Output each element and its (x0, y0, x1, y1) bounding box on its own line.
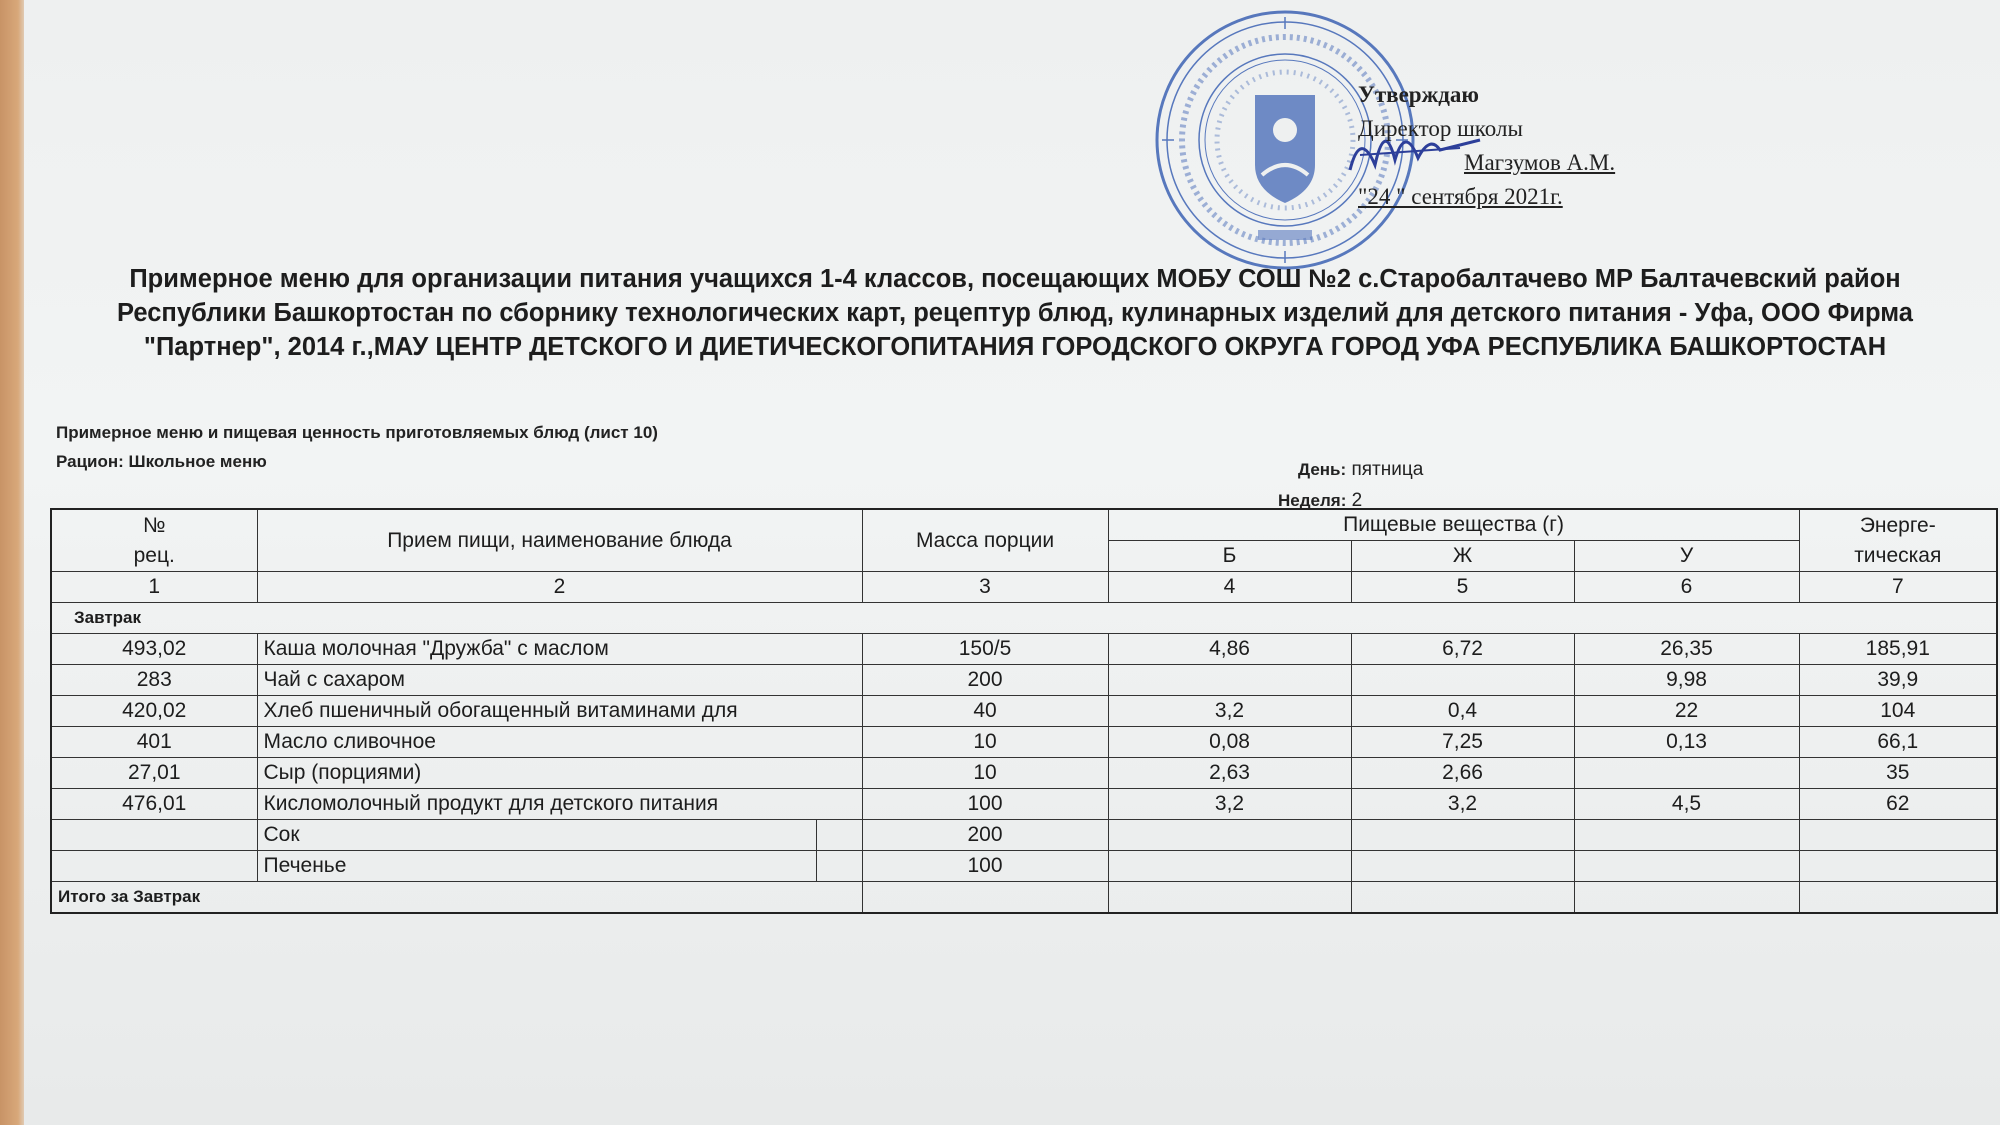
b-cell (1108, 820, 1351, 851)
u-cell (1574, 851, 1799, 882)
header-energy (1799, 509, 1997, 572)
zh-cell: 7,25 (1351, 727, 1574, 758)
rec-cell: 283 (51, 665, 257, 696)
rec-cell: 401 (51, 727, 257, 758)
table-row (51, 665, 1997, 696)
b-cell: 4,86 (1108, 634, 1351, 665)
total-row (51, 882, 1997, 914)
rec-cell (51, 851, 257, 882)
column-number-row (51, 572, 1997, 603)
u-cell (1574, 820, 1799, 851)
approval-title: Утверждаю (1358, 82, 1479, 107)
col-number: 2 (257, 572, 862, 603)
energy-cell: 66,1 (1799, 727, 1997, 758)
header-b: Б (1108, 541, 1351, 572)
energy-cell (1799, 820, 1997, 851)
header-mass: Масса порции (862, 509, 1108, 572)
energy-cell: 62 (1799, 789, 1997, 820)
mass-cell: 150/5 (862, 634, 1108, 665)
energy-cell (1799, 851, 1997, 882)
total-zh-cell (1351, 882, 1574, 914)
zh-cell (1351, 665, 1574, 696)
section-breakfast: Завтрак (51, 603, 1997, 634)
dish-cell: Сок (257, 820, 816, 851)
dish-cell: Печенье (257, 851, 816, 882)
dish-cell: Каша молочная "Дружба" с маслом (257, 634, 862, 665)
header-energy-line1: Энерге- (1859, 513, 1936, 537)
b-cell (1108, 851, 1351, 882)
day-value: пятница (1351, 459, 1424, 480)
rec-cell: 476,01 (51, 789, 257, 820)
total-u-cell (1574, 882, 1799, 914)
zh-cell (1351, 851, 1574, 882)
energy-cell: 39,9 (1799, 665, 1997, 696)
title-line-3: "Партнер", 2014 г.,МАУ ЦЕНТР ДЕТСКОГО И ДИЕТИЧЕСКОГОПИТАНИЯ ГОРОДСКОГО ОКРУГА ГОРОД УФА РЕСПУБЛИКА БАШКОРТОСТАН (143, 333, 1887, 361)
header-energy-line2: тическая (1854, 543, 1942, 567)
mass-cell: 10 (862, 758, 1108, 789)
subtitle: Примерное меню и пищевая ценность приготовляемых блюд (лист 10) (56, 423, 658, 442)
zh-cell: 3,2 (1351, 789, 1574, 820)
zh-cell (1351, 820, 1574, 851)
header-rec-no-line1: № (142, 513, 166, 537)
approval-position: Директор школы (1358, 116, 1523, 141)
col-number: 5 (1351, 572, 1574, 603)
u-cell: 0,13 (1574, 727, 1799, 758)
title-line-2: Республики Башкортостан по сборнику технологических карт, рецептур блюд, кулинарных изделий для детского питания - Уфа, ООО Фирма (117, 299, 1913, 327)
b-cell: 0,08 (1108, 727, 1351, 758)
header-u: У (1574, 541, 1799, 572)
week-label: Неделя: (1278, 491, 1347, 510)
approval-block (1358, 78, 1658, 214)
col-number: 7 (1799, 572, 1997, 603)
empty-cell (816, 820, 862, 851)
empty-cell (816, 851, 862, 882)
mass-cell: 10 (862, 727, 1108, 758)
b-cell: 3,2 (1108, 789, 1351, 820)
rec-cell: 420,02 (51, 696, 257, 727)
title-line-1: Примерное меню для организации питания учащихся 1-4 классов, посещающих МОБУ СОШ №2 с.Старобалтачево МР Балтачевский район (129, 265, 1901, 293)
b-cell: 2,63 (1108, 758, 1351, 789)
b-cell: 3,2 (1108, 696, 1351, 727)
energy-cell: 104 (1799, 696, 1997, 727)
b-cell (1108, 665, 1351, 696)
mass-cell: 100 (862, 851, 1108, 882)
header-zh: Ж (1351, 541, 1574, 572)
table-row (51, 696, 1997, 727)
table-row (51, 727, 1997, 758)
u-cell: 4,5 (1574, 789, 1799, 820)
table-row (51, 789, 1997, 820)
rec-cell (51, 820, 257, 851)
u-cell: 26,35 (1574, 634, 1799, 665)
dish-cell: Кисломолочный продукт для детского питания (257, 789, 862, 820)
mass-cell: 40 (862, 696, 1108, 727)
col-number: 6 (1574, 572, 1799, 603)
header-nutrients: Пищевые вещества (г) (1108, 509, 1799, 541)
day-field (1298, 459, 1423, 481)
energy-cell: 185,91 (1799, 634, 1997, 665)
week-value: 2 (1351, 490, 1363, 511)
mass-cell: 200 (862, 665, 1108, 696)
section-row (51, 603, 1997, 634)
total-b-cell (1108, 882, 1351, 914)
table-row (51, 820, 1997, 851)
table-row (51, 758, 1997, 789)
col-number: 4 (1108, 572, 1351, 603)
table-row (51, 634, 1997, 665)
header-row-1 (51, 509, 1997, 541)
menu-table (50, 508, 1998, 914)
header-rec-no-line2: рец. (133, 543, 175, 567)
approval-date: "24 " сентября 2021г. (1358, 184, 1563, 209)
dish-cell: Сыр (порциями) (257, 758, 862, 789)
total-label: Итого за Завтрак (51, 882, 862, 914)
header-rec-no (51, 509, 257, 572)
mass-cell: 100 (862, 789, 1108, 820)
energy-cell: 35 (1799, 758, 1997, 789)
total-mass-cell (862, 882, 1108, 914)
header-dish: Прием пищи, наименование блюда (257, 509, 862, 572)
col-number: 1 (51, 572, 257, 603)
approval-director-name: Магзумов А.М. (1464, 150, 1616, 175)
u-cell: 9,98 (1574, 665, 1799, 696)
table-row (51, 851, 1997, 882)
day-label: День: (1298, 460, 1347, 479)
rec-cell: 27,01 (51, 758, 257, 789)
u-cell: 22 (1574, 696, 1799, 727)
zh-cell: 2,66 (1351, 758, 1574, 789)
zh-cell: 0,4 (1351, 696, 1574, 727)
dish-cell: Масло сливочное (257, 727, 862, 758)
zh-cell: 6,72 (1351, 634, 1574, 665)
ration-label: Рацион: Школьное меню (56, 452, 267, 471)
u-cell (1574, 758, 1799, 789)
total-energy-cell (1799, 882, 1997, 914)
mass-cell: 200 (862, 820, 1108, 851)
col-number: 3 (862, 572, 1108, 603)
document-title (50, 262, 1980, 364)
rec-cell: 493,02 (51, 634, 257, 665)
dish-cell: Чай с сахаром (257, 665, 862, 696)
dish-cell: Хлеб пшеничный обогащенный витаминами для (257, 696, 862, 727)
